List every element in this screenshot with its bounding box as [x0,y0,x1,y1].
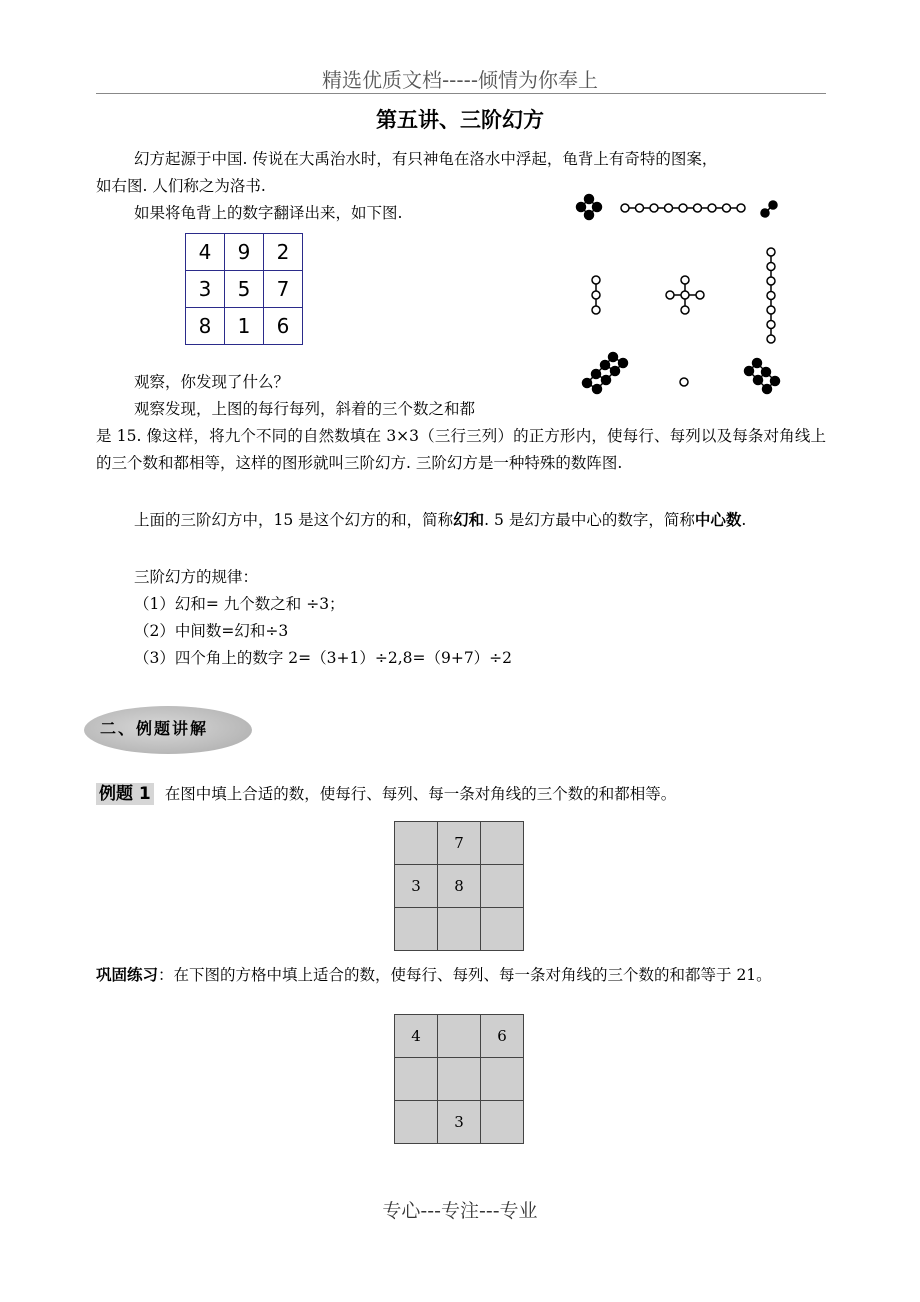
grid-cell: 1 [225,308,264,345]
grid-cell[interactable] [481,1101,524,1144]
magic-square-example [185,233,303,345]
page-header: 精选优质文档-----倾情为你奉上 [321,68,599,92]
rule-2: （2）中间数=幻和÷3 [134,622,289,640]
grid-cell: 3 [395,865,438,908]
grid-cell[interactable] [481,1058,524,1101]
rule-3: （3）四个角上的数字 2=（3+1）÷2,8=（9+7）÷2 [134,649,513,667]
rules-title: 三阶幻方的规律： [134,568,259,586]
rule-1: （1）幻和= 九个数之和 ÷3； [134,595,345,613]
section-title: 二、例题讲解 [100,719,209,738]
grid-cell: 7 [438,822,481,865]
example-1-grid [394,821,524,951]
practice-paragraph [96,962,826,989]
text-span: . [741,511,747,529]
page-footer: 专心---专注---专业 [382,1200,538,1222]
grid-cell: 3 [438,1101,481,1144]
intro-paragraph-1: 幻方起源于中国. 传说在大禹治水时，有只神龟在洛水中浮起，龟背上有奇特的图案， [134,150,718,168]
grid-cell: 4 [186,234,225,271]
intro-paragraph-3: 观察，你发现了什么？ [134,373,290,391]
grid-cell: 8 [186,308,225,345]
grid-cell: 6 [264,308,303,345]
practice-label: 巩固练习 [96,966,159,984]
practice-grid [394,1014,524,1144]
example-label: 例题 1 [96,783,154,805]
example-1 [96,781,676,808]
term-magic-sum: 幻和 [453,511,485,529]
grid-cell[interactable] [395,908,438,951]
grid-cell[interactable] [438,1058,481,1101]
text-span: . 5 是幻方最中心的数字，简称 [484,511,695,529]
grid-cell[interactable] [481,822,524,865]
practice-text: ：在下图的方格中填上适合的数，使每行、每列、每一条对角线的三个数的和都等于 21。 [158,966,772,984]
grid-cell: 9 [225,234,264,271]
grid-cell[interactable] [438,908,481,951]
grid-cell[interactable] [481,865,524,908]
intro-paragraph-2: 如果将龟背上的数字翻译出来，如下图. [134,204,403,222]
grid-cell[interactable] [438,1015,481,1058]
grid-cell: 2 [264,234,303,271]
grid-cell: 6 [481,1015,524,1058]
grid-cell: 8 [438,865,481,908]
intro-paragraph-4: 观察发现，上图的每行每列，斜着的三个数之和都 [134,400,476,418]
intro-paragraph-1b: 如右图. 人们称之为洛书. [96,177,266,195]
grid-cell[interactable] [481,908,524,951]
header-divider [96,93,826,94]
grid-cell[interactable] [395,1101,438,1144]
intro-paragraph-5: 是 15. 像这样，将九个不同的自然数填在 3×3（三行三列）的正方形内，使每行、每列以及每条对角线上的三个数和都相等，这样的图形就叫三阶幻方. 三阶幻方是一种特殊的数阵图. [96,427,826,472]
grid-cell: 5 [225,271,264,308]
grid-cell: 3 [186,271,225,308]
page-title: 第五讲、三阶幻方 [376,108,544,132]
intro-paragraph-6 [96,507,826,534]
grid-cell: 7 [264,271,303,308]
grid-cell[interactable] [395,822,438,865]
text-span: 上面的三阶幻方中，15 是这个幻方的和，简称 [134,511,454,529]
term-center-number: 中心数 [694,511,742,529]
example-text: 在图中填上合适的数，使每行、每列、每一条对角线的三个数的和都相等。 [164,785,677,803]
luoshu-diagram [575,185,795,405]
grid-cell: 4 [395,1015,438,1058]
grid-cell[interactable] [395,1058,438,1101]
